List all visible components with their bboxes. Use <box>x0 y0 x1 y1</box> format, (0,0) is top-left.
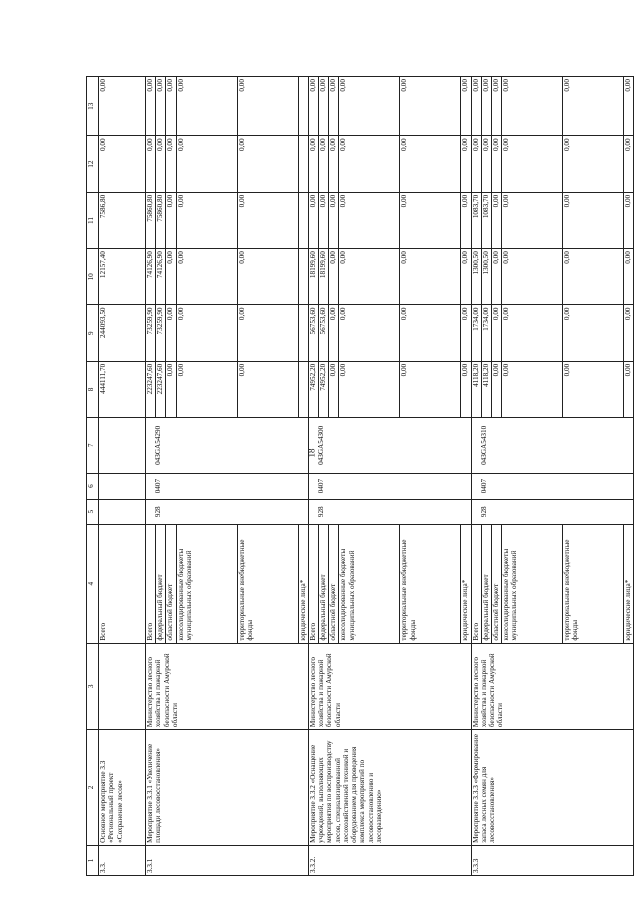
value-year: 0,00 <box>563 305 624 361</box>
item-executor: Министерство лесного хозяйства и пожарной безопасности Амурской области <box>308 643 471 730</box>
csr-code <box>471 418 634 473</box>
col-header: 4 <box>87 524 99 643</box>
value-total: 223247,60 <box>146 361 156 417</box>
value-year: 0,00 <box>156 77 166 136</box>
value-year: 0,00 <box>624 136 634 192</box>
item-number: 3.3.3 <box>471 845 634 875</box>
value-year: 0,00 <box>318 77 328 136</box>
csr-code <box>99 418 146 473</box>
value-year: 0,00 <box>156 136 166 192</box>
value-year: 56753,60 <box>308 305 318 361</box>
item-executor <box>99 643 146 730</box>
value-year: 12157,40 <box>99 249 146 305</box>
funding-source: областной бюджет <box>491 524 501 643</box>
grbs-code <box>471 499 634 524</box>
value-total: 0,00 <box>502 361 563 417</box>
header-row <box>87 77 99 876</box>
value-year <box>298 77 308 136</box>
value-year: 0,00 <box>329 77 339 136</box>
value-total: 0,00 <box>563 361 624 417</box>
value-year: 0,00 <box>329 192 339 248</box>
value-year <box>298 249 308 305</box>
value-total: 0,00 <box>624 361 634 417</box>
value-year: 0,00 <box>329 249 339 305</box>
value-year: 0,00 <box>146 136 156 192</box>
document-page <box>86 76 633 876</box>
value-year: 0,00 <box>99 77 146 136</box>
value-year: 0,00 <box>400 249 461 305</box>
value-total: 0,00 <box>400 361 461 417</box>
rzpr-value: 0407 <box>154 478 163 494</box>
funding-source: территориальные внебюджетные фонды <box>400 524 461 643</box>
value-year: 0,00 <box>237 192 298 248</box>
value-year: 0,00 <box>502 249 563 305</box>
value-year: 0,00 <box>461 77 471 136</box>
value-year: 1300,50 <box>481 249 491 305</box>
csr-value: 043GA54300 <box>317 425 326 465</box>
col-header: 13 <box>87 77 99 136</box>
value-year: 0,00 <box>491 192 501 248</box>
value-year: 73259,90 <box>156 305 166 361</box>
value-total: 74952,20 <box>308 361 318 417</box>
grbs-value: 928 <box>154 506 163 518</box>
item-number: 3.3.1 <box>146 845 309 875</box>
value-year: 75860,80 <box>146 192 156 248</box>
value-year: 0,00 <box>502 305 563 361</box>
value-year: 0,00 <box>176 192 237 248</box>
funding-source: федеральный бюджет <box>156 524 166 643</box>
value-year: 0,00 <box>339 305 400 361</box>
item-title: Мероприятие 3.3.2 «Оснащение учреждений, выполняющих мероприятия по воспроизводству лесов, специализированной лесохозяйственной техникой и оборудованием для проведения комплекса мероприятий по лесовосстановлению и лесоразведению» <box>308 730 471 846</box>
value-year: 7586,80 <box>99 192 146 248</box>
funding-source: областной бюджет <box>329 524 339 643</box>
value-year: 0,00 <box>339 192 400 248</box>
page-number: 18 <box>306 448 317 458</box>
value-total: 223247,60 <box>156 361 166 417</box>
value-total: 0,00 <box>176 361 237 417</box>
funding-source: областной бюджет <box>166 524 176 643</box>
value-year: 74126,90 <box>156 249 166 305</box>
table-row <box>99 77 146 876</box>
value-year: 0,00 <box>471 77 481 136</box>
rzpr-code <box>471 473 634 499</box>
value-year: 73259,90 <box>146 305 156 361</box>
col-header: 5 <box>87 499 99 524</box>
value-total: 74952,20 <box>318 361 328 417</box>
value-year: 0,00 <box>339 136 400 192</box>
item-number: 3.3. <box>99 845 146 875</box>
budget-table <box>86 76 634 876</box>
value-total: 4118,20 <box>471 361 481 417</box>
value-year: 1083,70 <box>481 192 491 248</box>
value-year: 0,00 <box>308 77 318 136</box>
value-year: 244093,50 <box>99 305 146 361</box>
value-year: 0,00 <box>329 136 339 192</box>
value-year: 0,00 <box>624 77 634 136</box>
value-year: 0,00 <box>491 249 501 305</box>
grbs-value: 928 <box>479 506 488 518</box>
value-year: 0,00 <box>166 136 176 192</box>
csr-value: 043GA54290 <box>154 425 163 465</box>
value-year: 0,00 <box>461 305 471 361</box>
col-header: 10 <box>87 249 99 305</box>
value-year: 0,00 <box>237 77 298 136</box>
grbs-value: 928 <box>317 506 326 518</box>
item-executor: Министерство лесного хозяйства и пожарной безопасности Амурской области <box>471 643 634 730</box>
funding-source: консолидированные бюджеты муниципальных образований <box>176 524 237 643</box>
rotated-sheet <box>86 76 633 876</box>
value-year: 0,00 <box>471 136 481 192</box>
value-year: 0,00 <box>400 305 461 361</box>
value-year: 0,00 <box>563 136 624 192</box>
value-year: 0,00 <box>481 136 491 192</box>
value-year: 0,00 <box>99 136 146 192</box>
value-year: 0,00 <box>166 249 176 305</box>
value-year: 0,00 <box>318 192 328 248</box>
col-header: 11 <box>87 192 99 248</box>
table-row <box>308 77 318 876</box>
funding-source: Всего <box>99 524 146 643</box>
value-year: 0,00 <box>502 77 563 136</box>
funding-source: Всего <box>471 524 481 643</box>
funding-source: юридические лица* <box>461 524 471 643</box>
value-total: 0,00 <box>491 361 501 417</box>
funding-source: федеральный бюджет <box>318 524 328 643</box>
rzpr-code <box>99 473 146 499</box>
rzpr-value: 0407 <box>317 478 326 494</box>
value-year: 0,00 <box>237 305 298 361</box>
value-total: 0,00 <box>461 361 471 417</box>
value-year <box>298 136 308 192</box>
value-year: 0,00 <box>176 77 237 136</box>
value-year: 0,00 <box>166 77 176 136</box>
csr-code <box>146 418 309 473</box>
item-title: Мероприятие 3.3.3 «Формирование запаса лесных семян для лесовосстановления» <box>471 730 634 846</box>
value-year: 1734,00 <box>481 305 491 361</box>
col-header: 3 <box>87 643 99 730</box>
item-number: 3.3.2. <box>308 845 471 875</box>
csr-code <box>308 418 471 473</box>
value-year: 0,00 <box>329 305 339 361</box>
value-year: 74126,90 <box>146 249 156 305</box>
value-year: 0,00 <box>461 249 471 305</box>
grbs-code <box>146 499 309 524</box>
value-year: 75860,80 <box>156 192 166 248</box>
rzpr-code <box>308 473 471 499</box>
rzpr-value: 0407 <box>479 478 488 494</box>
value-year: 1300,50 <box>471 249 481 305</box>
funding-source: территориальные внебюджетные фонды <box>563 524 624 643</box>
table-row <box>471 77 481 876</box>
funding-source: федеральный бюджет <box>481 524 491 643</box>
value-year: 0,00 <box>400 77 461 136</box>
value-year: 0,00 <box>176 249 237 305</box>
value-year: 0,00 <box>624 305 634 361</box>
item-title: Мероприятие 3.3.1 «Увеличение площади лесовосстановления» <box>146 730 309 846</box>
value-year: 0,00 <box>237 249 298 305</box>
col-header: 7 <box>87 418 99 473</box>
value-year: 0,00 <box>318 136 328 192</box>
value-year: 18199,60 <box>318 249 328 305</box>
value-year: 0,00 <box>400 136 461 192</box>
value-year: 0,00 <box>502 136 563 192</box>
funding-source: территориальные внебюджетные фонды <box>237 524 298 643</box>
value-year: 0,00 <box>308 192 318 248</box>
col-header: 1 <box>87 845 99 875</box>
funding-source: консолидированные бюджеты муниципальных образований <box>502 524 563 643</box>
value-year: 0,00 <box>491 305 501 361</box>
grbs-code <box>308 499 471 524</box>
col-header: 9 <box>87 305 99 361</box>
col-header: 8 <box>87 361 99 417</box>
col-header: 12 <box>87 136 99 192</box>
value-year: 0,00 <box>339 249 400 305</box>
value-year: 0,00 <box>400 192 461 248</box>
value-year: 0,00 <box>624 249 634 305</box>
value-year: 0,00 <box>308 136 318 192</box>
value-total: 0,00 <box>339 361 400 417</box>
value-total: 0,00 <box>329 361 339 417</box>
value-year <box>298 305 308 361</box>
value-year: 0,00 <box>491 136 501 192</box>
value-year: 0,00 <box>166 305 176 361</box>
col-header: 6 <box>87 473 99 499</box>
funding-source: консолидированные бюджеты муниципальных образований <box>339 524 400 643</box>
value-year: 0,00 <box>461 136 471 192</box>
value-total: 0,00 <box>237 361 298 417</box>
value-year: 0,00 <box>166 192 176 248</box>
funding-source: юридические лица* <box>298 524 308 643</box>
value-total <box>298 361 308 417</box>
col-header: 2 <box>87 730 99 846</box>
table-row <box>146 77 156 876</box>
value-year: 1734,00 <box>471 305 481 361</box>
value-total: 0,00 <box>166 361 176 417</box>
csr-value: 043GA54310 <box>479 425 488 465</box>
funding-source: Всего <box>146 524 156 643</box>
value-year: 18199,60 <box>308 249 318 305</box>
value-year: 0,00 <box>481 77 491 136</box>
value-year: 0,00 <box>502 192 563 248</box>
value-year: 0,00 <box>237 136 298 192</box>
value-year: 0,00 <box>563 249 624 305</box>
value-year: 0,00 <box>461 192 471 248</box>
value-total: 444111,70 <box>99 361 146 417</box>
item-executor: Министерство лесного хозяйства и пожарной безопасности Амурской области <box>146 643 309 730</box>
value-total: 4118,20 <box>481 361 491 417</box>
funding-source: юридические лица* <box>624 524 634 643</box>
rzpr-code <box>146 473 309 499</box>
value-year: 0,00 <box>146 77 156 136</box>
item-title: Основное мероприятие 3.3 «Региональный проект «Сохранение лесов» <box>99 730 146 846</box>
value-year: 0,00 <box>176 305 237 361</box>
value-year: 0,00 <box>563 77 624 136</box>
value-year: 56753,60 <box>318 305 328 361</box>
value-year: 1083,70 <box>471 192 481 248</box>
value-year: 0,00 <box>563 192 624 248</box>
grbs-code <box>99 499 146 524</box>
funding-source: Всего <box>308 524 318 643</box>
value-year: 0,00 <box>491 77 501 136</box>
value-year <box>298 192 308 248</box>
value-year: 0,00 <box>339 77 400 136</box>
value-year: 0,00 <box>176 136 237 192</box>
value-year: 0,00 <box>624 192 634 248</box>
